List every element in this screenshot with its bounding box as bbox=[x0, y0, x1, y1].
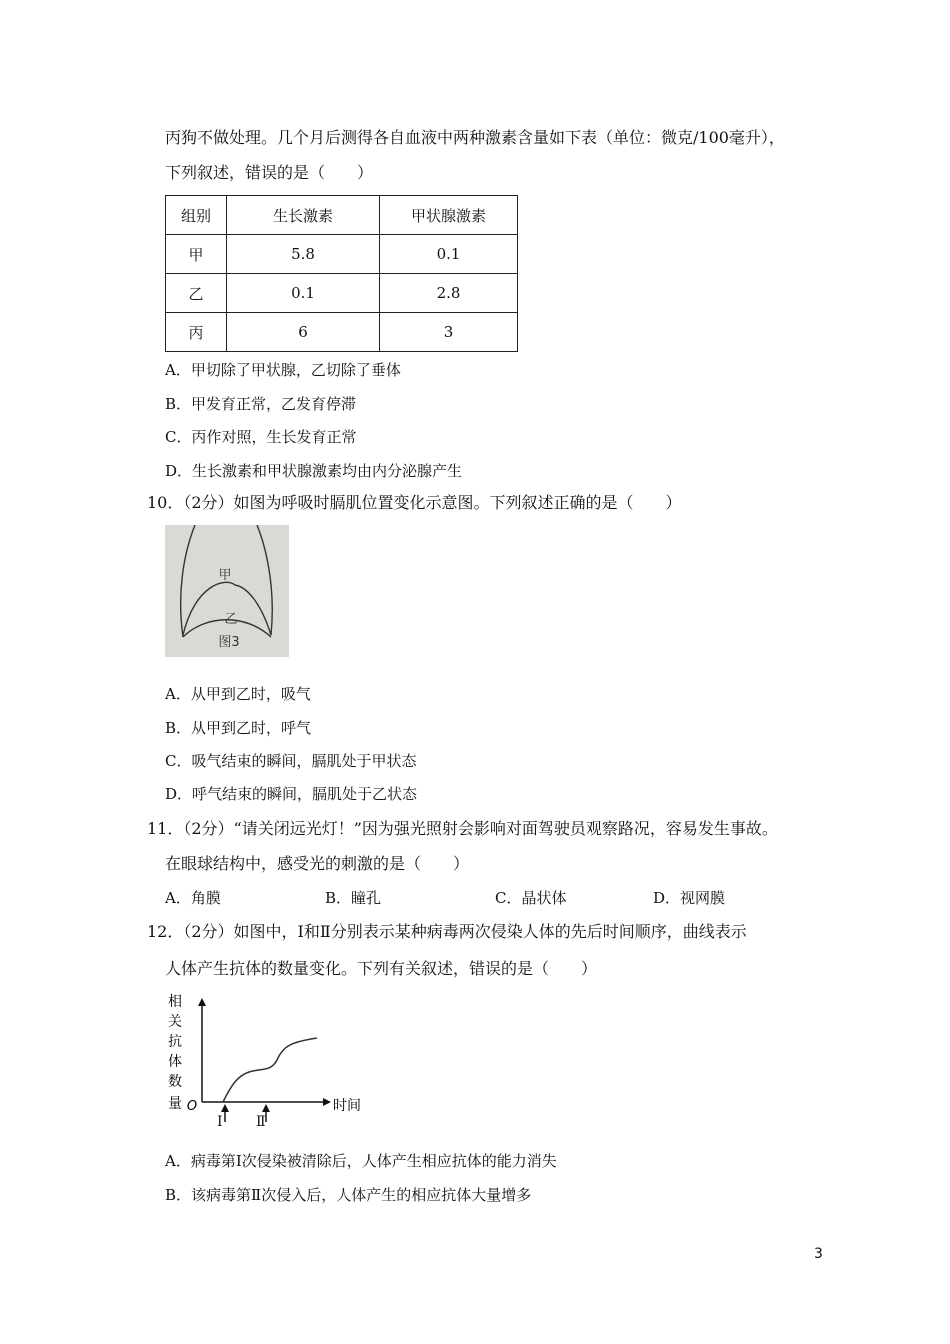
q10-option-a: A．从甲到乙时，吸气 bbox=[165, 685, 311, 703]
marker1-label: Ⅰ bbox=[217, 1114, 223, 1130]
q9-stem-line1: 丙狗不做处理。几个月后测得各自血液中两种激素含量如下表（单位：微克/100毫升）， bbox=[165, 128, 785, 147]
diaphragm-label-top: 甲 bbox=[218, 568, 232, 583]
table-row bbox=[166, 235, 518, 274]
q11-option-b: B．瞳孔 bbox=[325, 889, 382, 907]
q10-stem: 10．（2分）如图为呼吸时膈肌位置变化示意图。下列叙述正确的是（ ） bbox=[147, 493, 682, 512]
marker1-arrowhead bbox=[221, 1104, 229, 1112]
table-cell: 甲 bbox=[166, 235, 227, 274]
q10-option-b: B．从甲到乙时，呼气 bbox=[165, 719, 312, 737]
q11-option-c: C．晶状体 bbox=[495, 889, 567, 907]
marker2-arrowhead bbox=[262, 1104, 270, 1112]
antibody-figure bbox=[165, 990, 375, 1130]
y-label-char: 量 bbox=[168, 1096, 182, 1112]
y-axis-arrow bbox=[198, 998, 206, 1006]
table-cell: 5.8 bbox=[227, 235, 380, 274]
table-cell: 丙 bbox=[166, 313, 227, 352]
diaphragm-figure bbox=[165, 525, 289, 657]
marker2-label: Ⅱ bbox=[256, 1114, 266, 1130]
antibody-graph bbox=[165, 990, 375, 1130]
q9-stem-line2: 下列叙述，错误的是（ ） bbox=[165, 163, 374, 182]
table-cell: 6 bbox=[227, 313, 380, 352]
q10-option-c: C．吸气结束的瞬间，膈肌处于甲状态 bbox=[165, 752, 417, 770]
table-header-cell: 生长激素 bbox=[227, 196, 380, 235]
table-cell: 0.1 bbox=[380, 235, 518, 274]
q12-option-a: A．病毒第Ⅰ次侵染被清除后，人体产生相应抗体的能力消失 bbox=[165, 1152, 557, 1170]
y-label-char: 体 bbox=[168, 1054, 182, 1070]
table-cell: 0.1 bbox=[227, 274, 380, 313]
x-axis-label: 时间 bbox=[333, 1098, 361, 1114]
diaphragm-label-bottom: 乙 bbox=[224, 612, 238, 627]
table-cell: 3 bbox=[380, 313, 518, 352]
y-label-char: 相 bbox=[168, 994, 182, 1010]
table-header-row bbox=[166, 196, 518, 235]
table-cell: 乙 bbox=[166, 274, 227, 313]
q11-stem-line2: 在眼球结构中，感受光的刺激的是（ ） bbox=[165, 854, 470, 873]
hormone-table bbox=[165, 195, 518, 352]
antibody-curve bbox=[223, 1038, 317, 1102]
page-number: 3 bbox=[814, 1246, 823, 1262]
table-header-cell: 甲状腺激素 bbox=[380, 196, 518, 235]
q12-option-b: B．该病毒第Ⅱ次侵入后，人体产生的相应抗体大量增多 bbox=[165, 1186, 532, 1204]
y-label-char: 关 bbox=[168, 1014, 182, 1030]
q10-option-d: D．呼气结束的瞬间，膈肌处于乙状态 bbox=[165, 785, 418, 803]
q9-option-c: C．丙作对照，生长发育正常 bbox=[165, 428, 357, 446]
q11-stem-line1: 11．（2分）“请关闭远光灯！”因为强光照射会影响对面驾驶员观察路况，容易发生事故。 bbox=[147, 819, 778, 838]
x-axis-arrow bbox=[323, 1098, 331, 1106]
q11-option-a: A．角膜 bbox=[165, 889, 221, 907]
y-label-char: 数 bbox=[168, 1074, 182, 1090]
diaphragm-caption: 图3 bbox=[218, 635, 240, 650]
table-header-cell: 组别 bbox=[166, 196, 227, 235]
q9-option-d: D．生长激素和甲状腺激素均由内分泌腺产生 bbox=[165, 462, 463, 480]
q12-stem-line1: 12．（2分）如图中，Ⅰ和Ⅱ分别表示某种病毒两次侵染人体的先后时间顺序，曲线表示 bbox=[147, 922, 747, 941]
diaphragm-diagram bbox=[165, 525, 289, 657]
table-cell: 2.8 bbox=[380, 274, 518, 313]
table-row bbox=[166, 313, 518, 352]
q12-stem-line2: 人体产生抗体的数量变化。下列有关叙述，错误的是（ ） bbox=[165, 959, 598, 978]
q9-option-b: B．甲发育正常，乙发育停滞 bbox=[165, 395, 357, 413]
q11-option-d: D．视网膜 bbox=[653, 889, 726, 907]
table-row bbox=[166, 274, 518, 313]
y-label-char: 抗 bbox=[168, 1034, 182, 1050]
q9-option-a: A．甲切除了甲状腺，乙切除了垂体 bbox=[165, 361, 401, 379]
origin-label: O bbox=[186, 1099, 198, 1114]
